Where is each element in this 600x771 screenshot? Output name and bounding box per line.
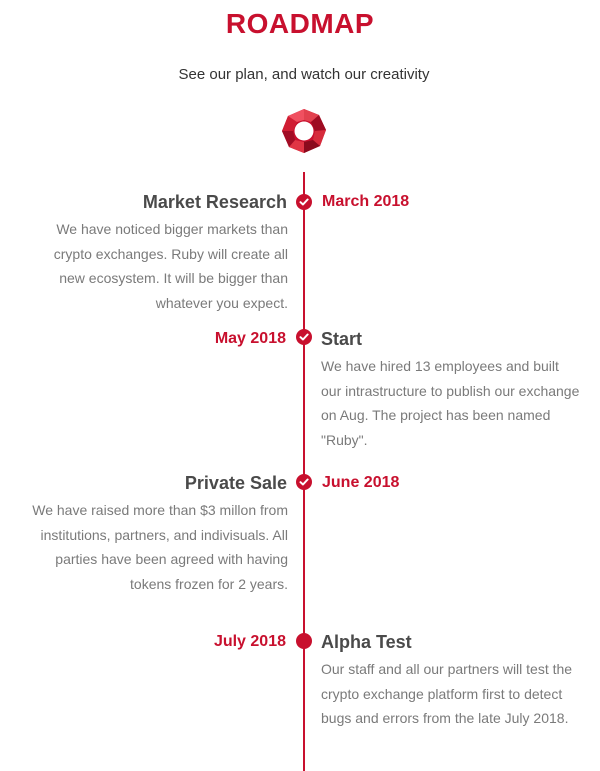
milestone-title: Market Research xyxy=(142,192,287,212)
milestone-description: We have noticed bigger markets than crypto exchanges. Ruby will create all new ecosystem. It will be bigger than whatever you expect. xyxy=(53,221,288,311)
ruby-gem-icon xyxy=(281,108,327,154)
milestone-marker xyxy=(296,474,312,490)
milestone-title: Private Sale xyxy=(184,473,287,493)
milestone-marker xyxy=(296,194,312,210)
milestone-description: We have raised more than $3 millon from institutions, partners, and indivisuals. All parties have been agreed with having tokens frozen for 2 years. xyxy=(32,502,288,592)
milestone-title: Start xyxy=(321,329,363,349)
milestone-description: We have hired 13 employees and built our intrastructure to publish our exchange on Aug. The project has been named "Ruby". xyxy=(321,358,580,448)
page-subtitle: See our plan, and watch our creativity xyxy=(178,66,430,83)
check-icon xyxy=(299,477,309,487)
dot-icon xyxy=(296,633,312,649)
milestone-date: June 2018 xyxy=(322,474,400,491)
check-icon xyxy=(299,197,309,207)
milestone-date: July 2018 xyxy=(213,633,286,650)
milestone-title: Alpha Test xyxy=(321,632,412,652)
check-icon xyxy=(299,332,309,342)
milestone-date: March 2018 xyxy=(322,193,410,210)
page-title: ROADMAP xyxy=(225,8,375,39)
milestone-date: May 2018 xyxy=(214,330,286,347)
timeline-line xyxy=(303,172,305,771)
milestone-marker xyxy=(296,329,312,345)
milestone-description: Our staff and all our partners will test the crypto exchange platform first to detect bugs and errors from the late July 2018. xyxy=(321,661,573,726)
